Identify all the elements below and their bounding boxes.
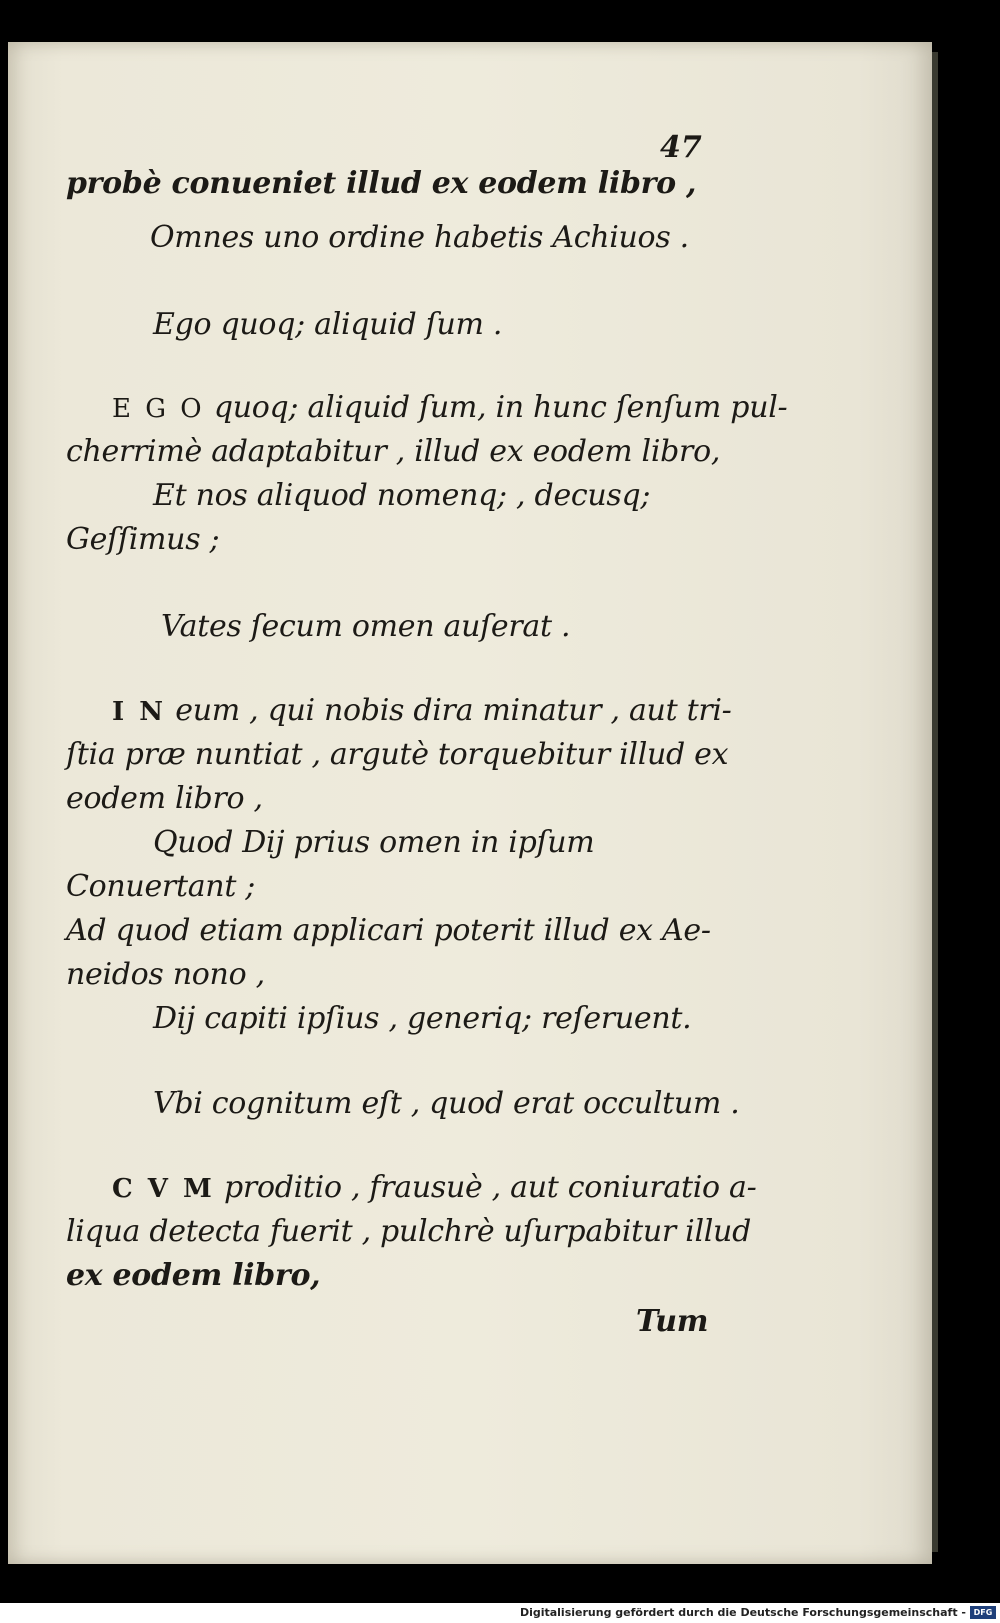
page-number: 47 — [660, 130, 702, 165]
paragraph-in-line-2: ſtia præ nuntiat , argutè torquebitur illud ex — [66, 737, 729, 772]
verse-line-5: Conuertant ; — [66, 869, 256, 904]
paragraph-ad-line-1: Ad quod etiam applicari poterit illud ex Ae- — [66, 913, 711, 948]
book-page — [8, 42, 932, 1564]
verse-line-3: Geſſimus ; — [66, 522, 220, 557]
digitization-footer — [0, 1603, 1000, 1623]
initial-in: I N — [112, 697, 166, 727]
paragraph-cum-line-1 — [112, 1170, 756, 1205]
initial-cum: C V M — [112, 1174, 215, 1204]
dfg-logo: DFG — [970, 1606, 996, 1619]
paragraph-cum-line-2: liqua detecta fuerit , pulchrè uſurpabitur illud — [66, 1214, 751, 1249]
verse-line-1: Omnes uno ordine habetis Achiuos . — [150, 220, 689, 255]
initial-ego: E G O — [112, 394, 205, 424]
heading-vbi: Vbi cognitum eſt , quod erat occultum . — [153, 1086, 740, 1121]
page-edge-shadow — [932, 52, 938, 1552]
paragraph-ad-line-2: neidos nono , — [66, 957, 265, 992]
verse-line-6: Dij capiti ipſius , generiq; reſeruent. — [153, 1001, 692, 1036]
footer-credit: Digitalisierung gefördert durch die Deutsche Forschungsgemeinschaft - — [519, 1606, 966, 1619]
heading-ego-quoque: Ego quoq; aliquid ſum . — [153, 307, 503, 342]
catchword: Tum — [636, 1304, 709, 1339]
paragraph-ego-line-1 — [112, 390, 787, 425]
paragraph-ego-line-2: cherrimè adaptabitur , illud ex eodem libro, — [66, 434, 721, 469]
paragraph-in-line-1-text: eum , qui nobis dira minatur , aut tri- — [175, 693, 732, 728]
paragraph-ego-line-1-text: quoq; aliquid ſum, in hunc ſenſum pul- — [213, 390, 788, 425]
paragraph-cum-line-1-text: proditio , frausuè , aut coniuratio a- — [224, 1170, 757, 1205]
text-line-1: probè conueniet illud ex eodem libro , — [66, 166, 697, 201]
paragraph-in-line-3: eodem libro , — [66, 781, 263, 816]
heading-vates: Vates ſecum omen auſerat . — [161, 609, 571, 644]
paragraph-in-line-1 — [112, 693, 732, 728]
verse-line-2: Et nos aliquod nomenq; , decusq; — [153, 478, 651, 513]
verse-line-4: Quod Dij prius omen in ipſum — [153, 825, 595, 860]
paragraph-cum-line-3: ex eodem libro, — [66, 1258, 321, 1293]
